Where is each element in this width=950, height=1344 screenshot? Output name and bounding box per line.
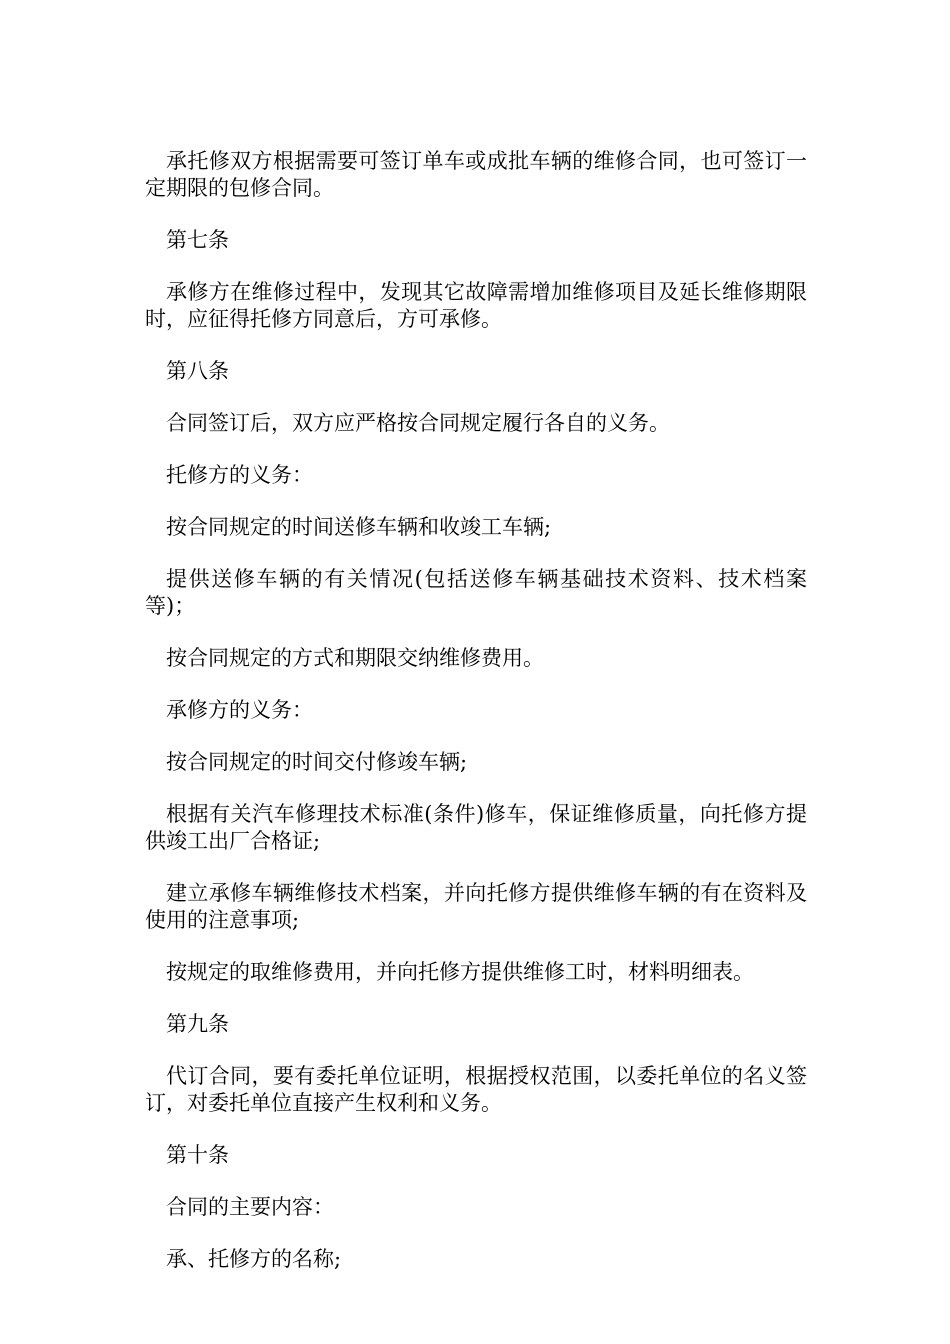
list-item: 承、托修方的名称; <box>166 1247 342 1271</box>
list-item: 建立承修车辆维修技术档案，并向托修方提供维修车辆的有在资料及使用的注意事项; <box>145 881 807 932</box>
list-item: 按合同规定的时间交付修竣车辆; <box>166 750 468 774</box>
document-body <box>145 148 807 1298</box>
list-item: 按规定的取维修费用，并向托修方提供维修工时，材料明细表。 <box>166 960 754 984</box>
paragraph: 承修方在维修过程中，发现其它故障需增加维修项目及延长维修期限时，应征得托修方同意后，方可承修。 <box>145 280 807 331</box>
list-item: 按合同规定的时间送修车辆和收竣工车辆; <box>166 515 552 539</box>
section-subheading: 承修方的义务： <box>166 698 313 722</box>
section-subheading: 合同的主要内容： <box>166 1195 334 1219</box>
article-heading: 第九条 <box>166 1012 229 1036</box>
paragraph: 合同签订后，双方应严格按合同规定履行各自的义务。 <box>166 411 670 435</box>
paragraph: 代订合同，要有委托单位证明，根据授权范围，以委托单位的名义签订，对委托单位直接产生权利和义务。 <box>145 1064 807 1115</box>
article-heading: 第十条 <box>166 1143 229 1167</box>
list-item: 提供送修车辆的有关情况(包括送修车辆基础技术资料、技术档案等)； <box>145 567 807 618</box>
section-subheading: 托修方的义务： <box>166 463 313 487</box>
article-heading: 第八条 <box>166 359 229 383</box>
paragraph: 承托修双方根据需要可签订单车或成批车辆的维修合同，也可签订一定期限的包修合同。 <box>145 149 807 200</box>
list-item: 根据有关汽车修理技术标准(条件)修车，保证维修质量，向托修方提供竣工出厂合格证; <box>145 802 807 853</box>
list-item: 按合同规定的方式和期限交纳维修费用。 <box>166 646 544 670</box>
article-heading: 第七条 <box>166 228 229 252</box>
